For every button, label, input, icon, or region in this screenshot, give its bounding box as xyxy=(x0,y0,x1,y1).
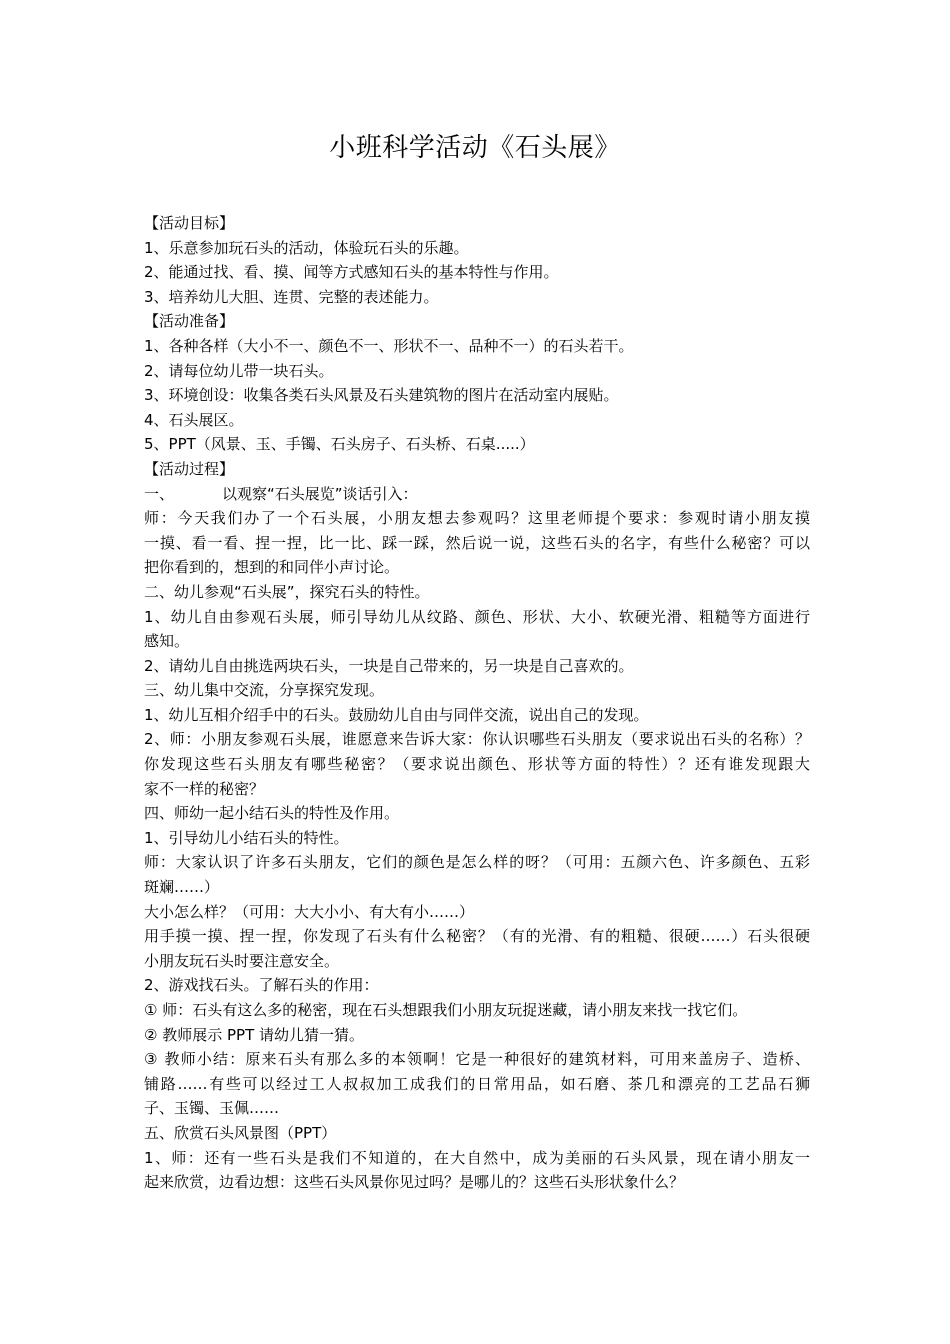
text-line: 2、能通过找、看、摸、闻等方式感知石头的基本特性与作用。 xyxy=(144,263,559,282)
document-body xyxy=(144,211,810,1195)
text-line: 斑斓……） xyxy=(144,878,220,897)
text-line: 三、幼儿集中交流，分享探究发现。 xyxy=(144,681,385,700)
text-line: 把你看到的，想到的和同伴小声讨论。 xyxy=(144,558,400,577)
page-title: 小班科学活动《石头展》 xyxy=(329,133,621,163)
section-heading-text: 以观察“石头展览”谈话引入： xyxy=(222,484,418,503)
text-line: 感知。 xyxy=(144,632,190,651)
text-line: 2、游戏找石头。了解石头的作用： xyxy=(144,976,379,995)
text-line: 【活动过程】 xyxy=(144,459,235,478)
text-line: 3、培养幼儿大胆、连贯、完整的表述能力。 xyxy=(144,287,439,306)
text-line: 1、师：还有一些石头是我们不知道的，在大自然中，成为美丽的石头风景，现在请小朋友一 xyxy=(144,1148,810,1167)
text-line: 二、幼儿参观“石头展”，探究石头的特性。 xyxy=(144,582,430,601)
text-line: 2、请每位幼儿带一块石头。 xyxy=(144,361,334,380)
text-line: 小朋友玩石头时要注意安全。 xyxy=(144,951,340,970)
text-line: 1、各种各样（大小不一、颜色不一、形状不一、品种不一）的石头若干。 xyxy=(144,336,634,355)
text-line: 子、玉镯、玉佩…… xyxy=(144,1099,280,1118)
text-line: 2、师：小朋友参观石头展，谁愿意来告诉大家：你认识哪些石头朋友（要求说出石头的名称）？ xyxy=(144,730,810,749)
text-line: 【活动准备】 xyxy=(144,312,235,331)
text-line: 你发现这些石头朋友有哪些秘密？（要求说出颜色、形状等方面的特性）？还有谁发现跟大 xyxy=(144,755,810,774)
text-line: 用手摸一摸、捏一捏，你发现了石头有什么秘密？（有的光滑、有的粗糙、很硬……）石头很硬 xyxy=(144,927,810,946)
text-line: 大小怎么样？（可用：大大小小、有大有小……） xyxy=(144,902,475,921)
section-marker: 一、 xyxy=(144,484,175,503)
text-line: 一摸、看一看、捏一捏，比一比、踩一踩，然后说一说，这些石头的名字，有些什么秘密？可以 xyxy=(144,533,810,552)
text-line: ③ 教师小结：原来石头有那么多的本领啊！它是一种很好的建筑材料，可用来盖房子、造桥、 xyxy=(144,1050,810,1069)
text-line: 铺路……有些可以经过工人叔叔加工成我们的日常用品，如石磨、茶几和漂亮的工艺品石狮 xyxy=(144,1074,810,1093)
text-line: 五、欣赏石头风景图（PPT） xyxy=(144,1123,337,1142)
text-line: 4、石头展区。 xyxy=(144,410,244,429)
section-heading-one xyxy=(144,482,810,507)
text-line: 家不一样的秘密？ xyxy=(144,779,265,798)
text-line: 3、环境创设：收集各类石头风景及石头建筑物的图片在活动室内展贴。 xyxy=(144,386,619,405)
text-line: 【活动目标】 xyxy=(144,214,235,232)
text-line: 师：大家认识了许多石头朋友，它们的颜色是怎么样的呀？（可用：五颜六色、许多颜色、五彩 xyxy=(144,853,810,872)
text-line: 2、请幼儿自由挑选两块石头，一块是自己带来的，另一块是自己喜欢的。 xyxy=(144,656,634,675)
text-line: 1、幼儿自由参观石头展，师引导幼儿从纹路、颜色、形状、大小、软硬光滑、粗糙等方面进行 xyxy=(144,607,810,626)
text-line: ① 师：石头有这么多的秘密，现在石头想跟我们小朋友玩捉迷藏，请小朋友来找一找它们。 xyxy=(144,1001,748,1019)
text-line: 师：今天我们办了一个石头展，小朋友想去参观吗？这里老师提个要求：参观时请小朋友摸 xyxy=(144,509,810,528)
text-line: 5、PPT（风景、玉、手镯、石头房子、石头桥、石桌.....） xyxy=(144,435,535,454)
text-line: 1、引导幼儿小结石头的特性。 xyxy=(144,828,349,847)
text-line: 四、师幼一起小结石头的特性及作用。 xyxy=(144,804,400,823)
text-line: 1、幼儿互相介绍手中的石头。鼓励幼儿自由与同伴交流，说出自己的发现。 xyxy=(144,705,649,724)
text-line: 1、乐意参加玩石头的活动，体验玩石头的乐趣。 xyxy=(144,238,469,257)
text-line: 起来欣赏，边看边想：这些石头风景你见过吗？是哪儿的？这些石头形状象什么？ xyxy=(144,1173,685,1192)
text-line: ② 教师展示 PPT 请幼儿猜一猜。 xyxy=(144,1025,365,1044)
